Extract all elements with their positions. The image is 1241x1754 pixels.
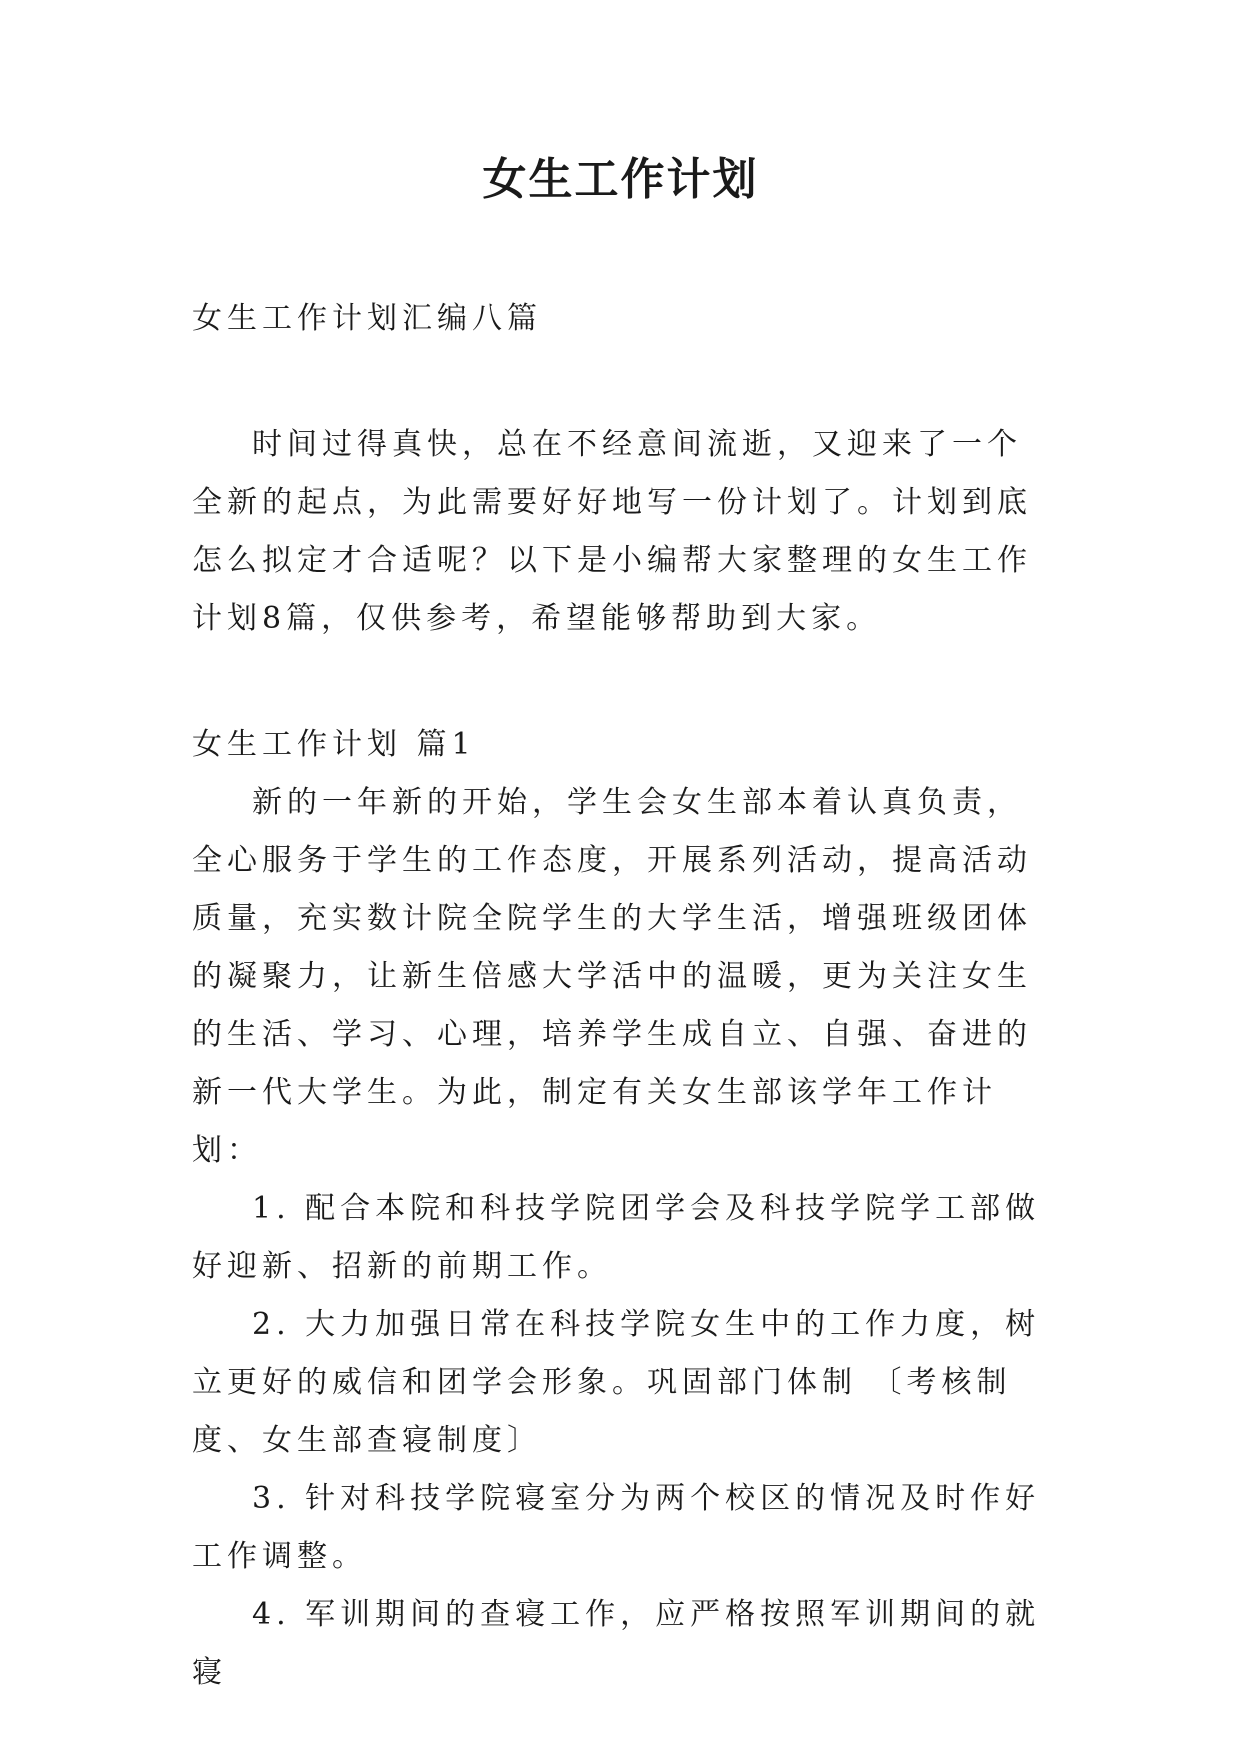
list-item: 1. 配合本院和科技学院团学会及科技学院学工部做好迎新、招新的前期工作。 [192,1191,1041,1284]
spacer [192,348,1054,416]
section-heading: 女生工作计划 篇1 [192,727,476,762]
list-item: 2. 大力加强日常在科技学院女生中的工作力度，树立更好的威信和团学会形象。巩固部门体制 〔考核制度、女生部查寝制度〕 [192,1307,1041,1458]
list-item: 4. 军训期间的查寝工作，应严格按照军训期间的就寝 [192,1597,1041,1690]
document-title: 女生工作计划 [482,154,759,205]
list-item: 3. 针对科技学院寝室分为两个校区的情况及时作好工作调整。 [192,1481,1041,1574]
spacer [192,648,1054,716]
section-paragraph: 新的一年新的开始，学生会女生部本着认真负责，全心服务于学生的工作态度，开展系列活动，提高活动质量，充实数计院全院学生的大学生活，增强班级团体的凝聚力，让新生倍感大学活中的温暖，更为关注女生的生活、学习、心理，培养学生成自立、自强、奋进的新一代大学生。为此，制定有关女生部该学年工作计划： [192,785,1032,1168]
document-body [192,290,1054,1702]
document-subtitle: 女生工作计划汇编八篇 [192,301,542,336]
intro-paragraph: 时间过得真快，总在不经意间流逝，又迎来了一个全新的起点，为此需要好好地写一份计划了。计划到底怎么拟定才合适呢？以下是小编帮大家整理的女生工作计划8篇，仅供参考，希望能够帮助到大家。 [192,427,1032,636]
